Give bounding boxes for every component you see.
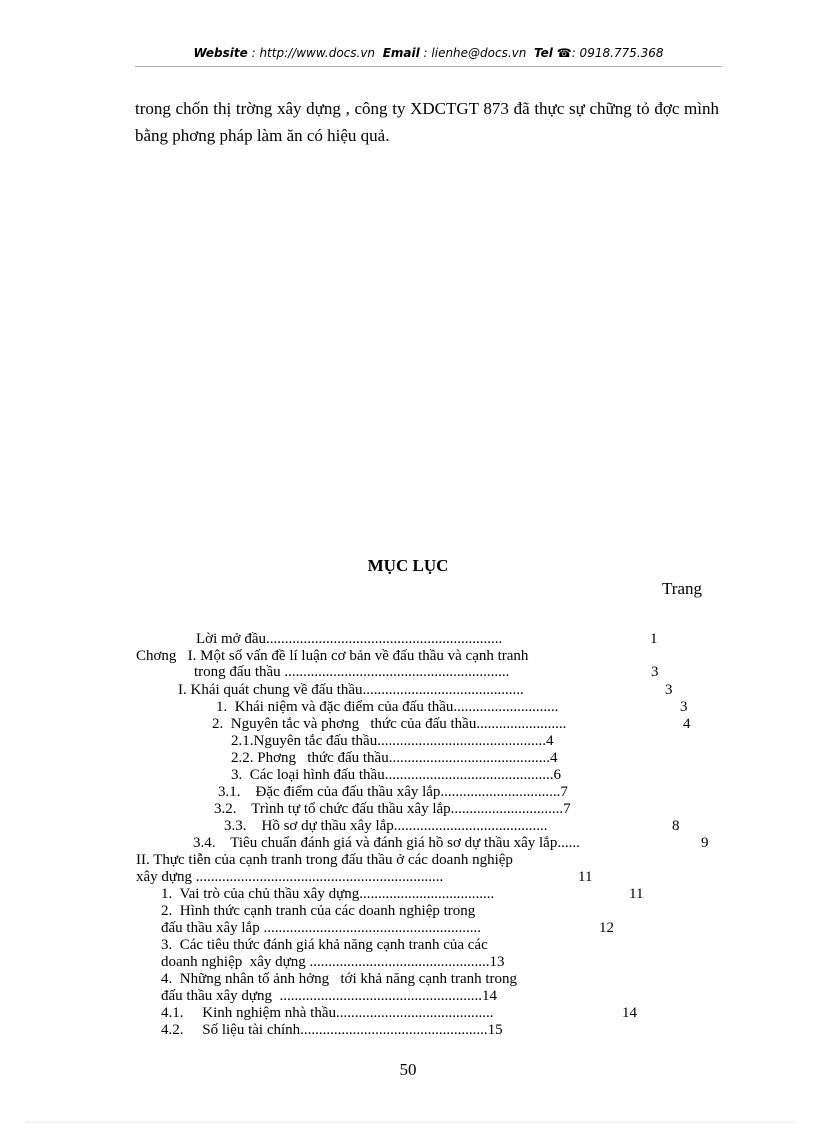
- toc-entry-text: 2. Hình thức cạnh tranh của các doanh nghiệp trong: [161, 903, 476, 919]
- toc-entry-page: 9: [701, 835, 709, 851]
- toc-entry-page: 4: [683, 716, 691, 732]
- toc-page-column-label: Trang: [662, 579, 702, 598]
- toc-entry-text: 1. Khái niệm và đặc điểm của đấu thầu............................: [216, 699, 559, 715]
- toc-entry-text: 2.2. Phơng thức đấu thầu...........................................4: [231, 750, 558, 766]
- toc-entry-text: đấu thầu xây lắp ..........................................................: [161, 920, 481, 936]
- toc-entry-page: 14: [622, 1005, 637, 1021]
- toc-entry-text: đấu thầu xây dựng ......................................................14: [161, 988, 498, 1004]
- tel-value: : 0918.775.368: [571, 46, 664, 60]
- toc-entry-text: 1. Vai trò của chủ thầu xây dựng....................................: [161, 886, 495, 902]
- toc-entry-text: 4.2. Số liệu tài chính..................................................15: [161, 1022, 503, 1038]
- toc-entry-text: II. Thực tiễn của cạnh tranh trong đấu thầu ở các doanh nghiệp: [136, 852, 513, 868]
- toc-entry-text: trong đấu thầu ............................................................: [194, 664, 510, 680]
- toc-entry-page: 1: [650, 631, 658, 647]
- email-label: Email: [382, 46, 420, 60]
- toc-entry-text: 2.1.Nguyên tắc đấu thầu.............................................4: [231, 733, 554, 749]
- email-value: : lienhe@docs.vn: [423, 46, 527, 60]
- tel-label: Tel: [534, 46, 553, 60]
- toc-entry-text: 3.2. Trình tự tổ chức đấu thầu xây lắp..............................7: [214, 801, 571, 817]
- toc-entry-text: I. Khái quát chung về đấu thầu...........................................: [178, 682, 524, 698]
- toc-entry-text: 4.1. Kinh nghiệm nhà thầu..........................................: [161, 1005, 494, 1021]
- toc-entry-text: 3.4. Tiêu chuẩn đánh giá và đánh giá hồ sơ dự thầu xây lắp......: [193, 835, 580, 851]
- website-value: : http://www.docs.vn: [251, 46, 376, 60]
- toc-entry-text: doanh nghiệp xây dựng ................................................13: [161, 954, 505, 970]
- toc-entry-page: 3: [680, 699, 688, 715]
- page-number: 50: [399, 1060, 417, 1079]
- toc-entry-text: xây dựng ..................................................................: [136, 869, 444, 885]
- toc-entry-page: 3: [665, 682, 673, 698]
- toc-entry-text: 3. Các loại hình đấu thầu.............................................6: [231, 767, 561, 783]
- toc-title: MỤC LỤC: [367, 556, 449, 575]
- toc-entry-page: 11: [629, 886, 644, 902]
- toc-entry-page: 8: [672, 818, 680, 834]
- phone-icon: ☎: [556, 46, 572, 60]
- body-paragraph: trong chốn thị trờng xây dựng , công ty XDCTGT 873 đã thực sự chững tỏ đợc mình bằng phơng pháp làm ăn có hiệu quả.: [135, 99, 719, 145]
- website-label: Website: [193, 46, 248, 60]
- toc-entry-text: Lời mở đầu...............................................................: [196, 631, 503, 647]
- page-header: [135, 46, 722, 66]
- toc-entry-text: 3. Các tiêu thức đánh giá khả năng cạnh tranh của các: [161, 937, 488, 953]
- toc-entry-text: 3.3. Hồ sơ dự thầu xây lắp.........................................: [224, 818, 548, 834]
- toc-entry-text: 4. Những nhân tố ảnh hởng tới khả năng cạnh tranh trong: [161, 971, 518, 987]
- toc-entry-text: 2. Nguyên tắc và phơng thức của đấu thầu........................: [212, 716, 567, 732]
- toc-entry-page: 3: [651, 664, 659, 680]
- toc-entry-page: 11: [578, 869, 593, 885]
- toc-entry-page: 12: [599, 920, 614, 936]
- toc-entry-text: 3.1. Đặc điểm của đấu thầu xây lắp................................7: [218, 784, 568, 800]
- header-divider: [135, 66, 722, 67]
- toc-entry-text: Chơng I. Một số vấn đề lí luận cơ bản về đấu thầu và cạnh tranh: [136, 648, 529, 664]
